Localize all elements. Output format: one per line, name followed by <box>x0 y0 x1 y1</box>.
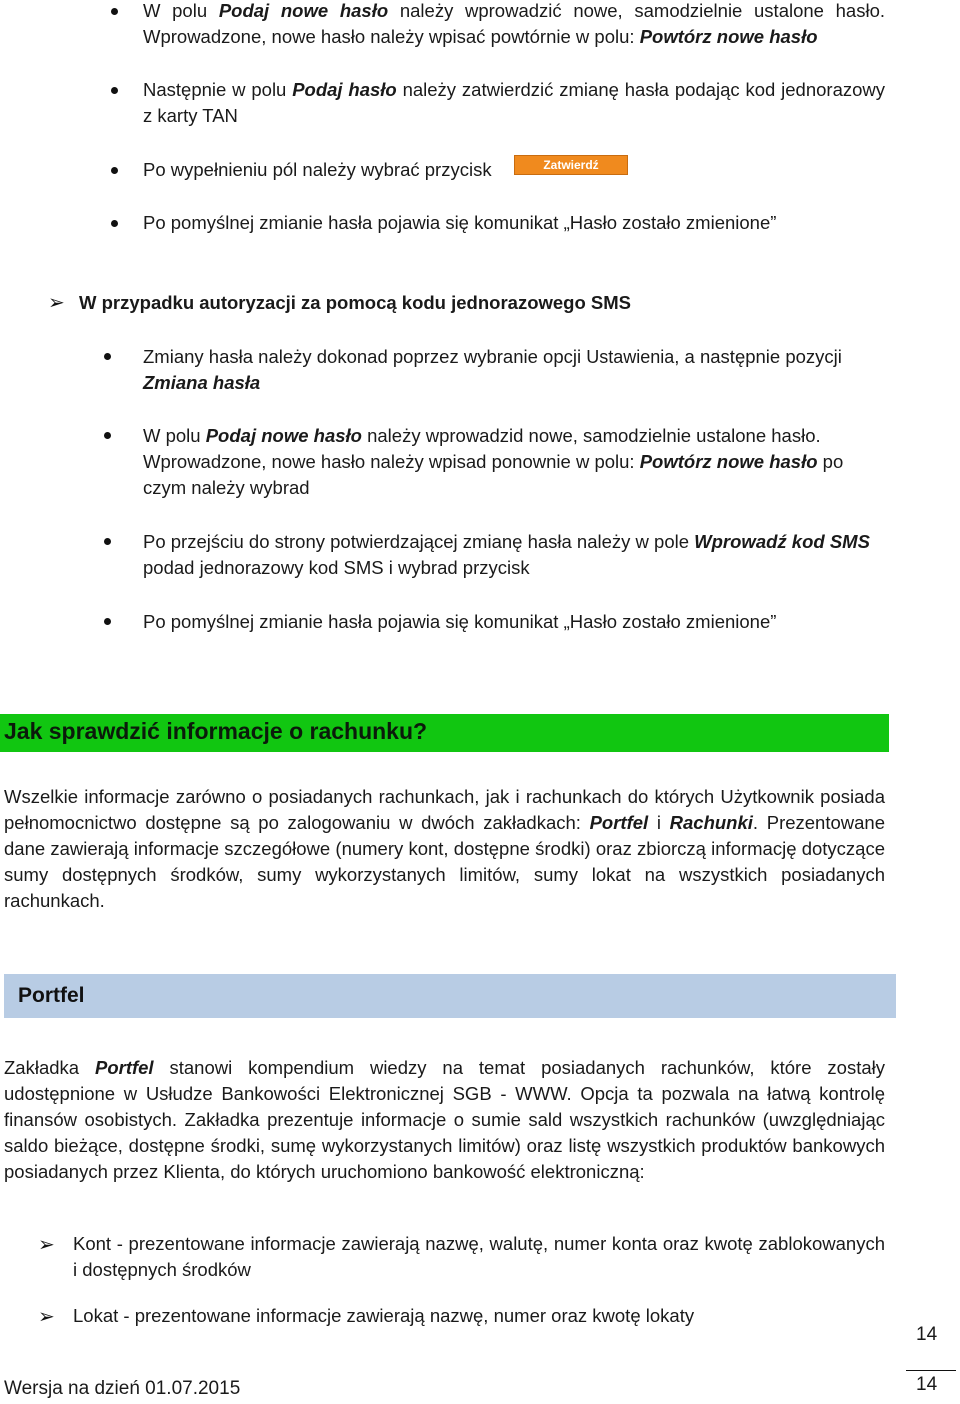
sms-heading: W przypadku autoryzacji za pomocą kodu jednorazowego SMS <box>79 292 632 313</box>
rachunki-paragraph: Wszelkie informacje zarówno o posiadanych rachunkach, jak i rachunkach do których Użytkownik posiada pełnomocnictwo dostępne są po zalogowaniu w dwóch zakładkach: Portfel i Rachunki. Prezentowane dane zawierają informacje szczegółowe (numery kont, dostępne środki) oraz zbiorczą informację dotyczące sumy dostępnych środków, sumy wykorzystanych limitów, sumy lokat na wszystkich posiadanych rachunkach. <box>4 786 885 911</box>
list1-item1: W polu Podaj nowe hasło należy wprowadzić nowe, samodzielnie ustalone hasło. Wprowadzone, nowe hasło należy wpisać powtórnie w polu: Powtórz nowe hasło <box>143 0 886 47</box>
list1-item3: Po wypełnieniu pól należy wybrać przycisk <box>143 159 492 180</box>
portfel-item-lokaty: Lokat - prezentowane informacje zawierają nazwę, numer oraz kwotę lokaty <box>73 1305 695 1326</box>
list1-item4: Po pomyślnej zmianie hasła pojawia się komunikat „Hasło zostało zmienione” <box>143 212 777 233</box>
arrow-bullet-icon: ➢ <box>48 292 65 314</box>
section-title: Portfel <box>18 984 85 1007</box>
list2-item2: W polu Podaj nowe hasło należy wprowadzid nowe, samodzielnie ustalone hasło. Wprowadzone, nowe hasło należy wpisad ponownie w polu: Powtórz nowe hasło po czym należy wybrad <box>143 425 844 498</box>
page-number: 14 <box>916 1324 938 1345</box>
arrow-bullet-icon: ➢ <box>38 1234 55 1256</box>
bullet <box>111 167 118 174</box>
portfel-item-konta: Kont - prezentowane informacje zawierają nazwę, walutę, numer konta oraz kwotę zablokowanych i dostępnych środków <box>73 1233 885 1280</box>
list1-item2: Następnie w polu Podaj hasło należy zatwierdzić zmianę hasła podając kod jednorazowy z karty TAN <box>143 79 886 126</box>
bullet <box>111 87 118 94</box>
list2-item3: Po przejściu do strony potwierdzającej zmianę hasła należy w pole Wprowadź kod SMS podad jednorazowy kod SMS i wybrad przycisk <box>143 531 870 578</box>
arrow-bullet-icon: ➢ <box>38 1306 55 1328</box>
section-heading-portfel <box>4 974 896 1018</box>
bullet <box>111 8 118 15</box>
bullet <box>104 618 111 625</box>
version-date: Wersja na dzień 01.07.2015 <box>4 1378 241 1399</box>
section-heading-rachunki <box>0 714 889 752</box>
menu-ustawienia: Ustawienia <box>586 347 675 367</box>
section-title: Jak sprawdzić informacje o rachunku? <box>4 718 428 744</box>
bullet <box>104 538 111 545</box>
bullet <box>111 220 118 227</box>
footer-divider <box>906 1370 956 1371</box>
bullet <box>104 432 111 439</box>
portfel-paragraph: Zakładka Portfel stanowi kompendium wiedzy na temat posiadanych rachunków, które zostały udostępnione w Usłudze Bankowości Elektronicznej SGB - WWW. Opcja ta pozwala na łatwą kontrolę finansów osobistych. Zakładka prezentuje informacje o sumie sald wszystkich rachunków (uwzględniając saldo bieżące, dostępne środki, sumę wykorzystanych limitów) oraz listę wszystkich produktów bankowych posiadanych przez Klienta, do których uruchomiono bankowość elektroniczną: <box>4 1057 885 1182</box>
bullet <box>104 353 111 360</box>
zatwierdz-button[interactable]: Zatwierdź <box>514 155 628 175</box>
list2-item4: Po pomyślnej zmianie hasła pojawia się komunikat „Hasło zostało zmienione” <box>143 611 777 632</box>
page-number: 14 <box>916 1374 938 1395</box>
list2-item1: Zmiany hasła należy dokonad poprzez wybranie opcji Ustawienia, a następnie pozycji Zmiana hasła <box>143 346 842 393</box>
